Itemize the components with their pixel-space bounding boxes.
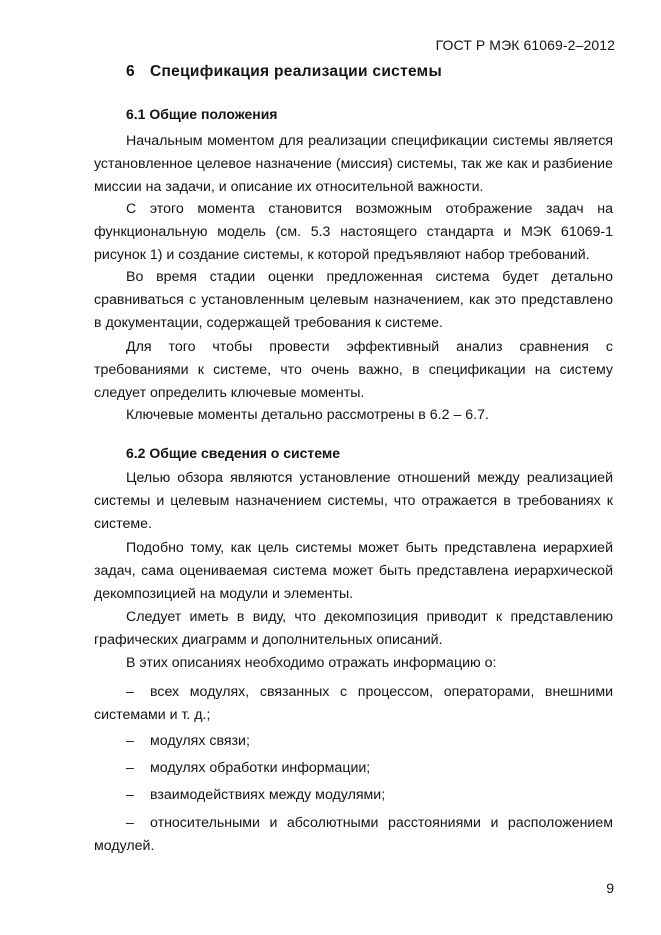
paragraph: Во время стадии оценки предложенная система будет детально сравниваться с установленным целевым назначением, как это представлено в документации, содержащей требования к системе.: [94, 269, 613, 331]
list-dash: –: [126, 684, 134, 700]
list-dash: –: [126, 787, 134, 803]
paragraph: Начальным моментом для реализации спецификации системы является установленное целевое назначение (миссия) системы, так же как и разбиение миссии на задачи, и описание их относительной важности.: [94, 133, 613, 195]
list-item: [94, 757, 613, 780]
subsection-heading-6-2: 6.2 Общие сведения о системе: [126, 445, 340, 461]
list-item: [94, 730, 613, 753]
paragraph: Целью обзора являются установление отношений между реализацией системы и целевым назначением системы, что отражается в требованиях к системе.: [94, 470, 613, 532]
paragraph: Для того чтобы провести эффективный анализ сравнения с требованиями к системе, что очень важно, в спецификации на систему следует определить ключевые моменты.: [94, 339, 613, 401]
section-title: Спецификация реализации системы: [150, 63, 442, 80]
paragraph: Ключевые моменты детально рассмотрены в 6.2 – 6.7.: [126, 407, 489, 423]
list-item: [94, 812, 613, 858]
subsection-heading-6-1: 6.1 Общие положения: [126, 106, 278, 122]
section-number: 6: [126, 63, 135, 80]
list-dash: –: [126, 733, 134, 749]
page-number: 9: [606, 880, 614, 896]
paragraph: В этих описаниях необходимо отражать информацию о:: [126, 655, 497, 671]
list-item-text: модулях связи;: [150, 733, 250, 749]
list-item: [94, 681, 613, 727]
list-item-text: относительными и абсолютными расстояниями и расположением модулей.: [94, 815, 613, 854]
list-dash: –: [126, 760, 134, 776]
list-item-text: модулях обработки информации;: [150, 760, 371, 776]
document-header: ГОСТ Р МЭК 61069-2–2012: [435, 37, 615, 53]
section-heading: [126, 63, 442, 81]
paragraph: Следует иметь в виду, что декомпозиция приводит к представлению графических диаграмм и дополнительных описаний.: [94, 609, 613, 648]
paragraph: Подобно тому, как цель системы может быть представлена иерархией задач, сама оцениваемая система может быть представлена иерархической декомпозицией на модули и элементы.: [94, 540, 613, 602]
list-item-text: взаимодействиях между модулями;: [150, 787, 386, 803]
list-dash: –: [126, 815, 134, 831]
list-item: [94, 784, 613, 807]
list-item-text: всех модулях, связанных с процессом, операторами, внешними системами и т. д.;: [94, 684, 613, 723]
paragraph: С этого момента становится возможным отображение задач на функциональную модель (см. 5.3 настоящего стандарта и МЭК 61069-1 рисунок 1) и создание системы, к которой предъявляют набор требований.: [94, 201, 613, 263]
